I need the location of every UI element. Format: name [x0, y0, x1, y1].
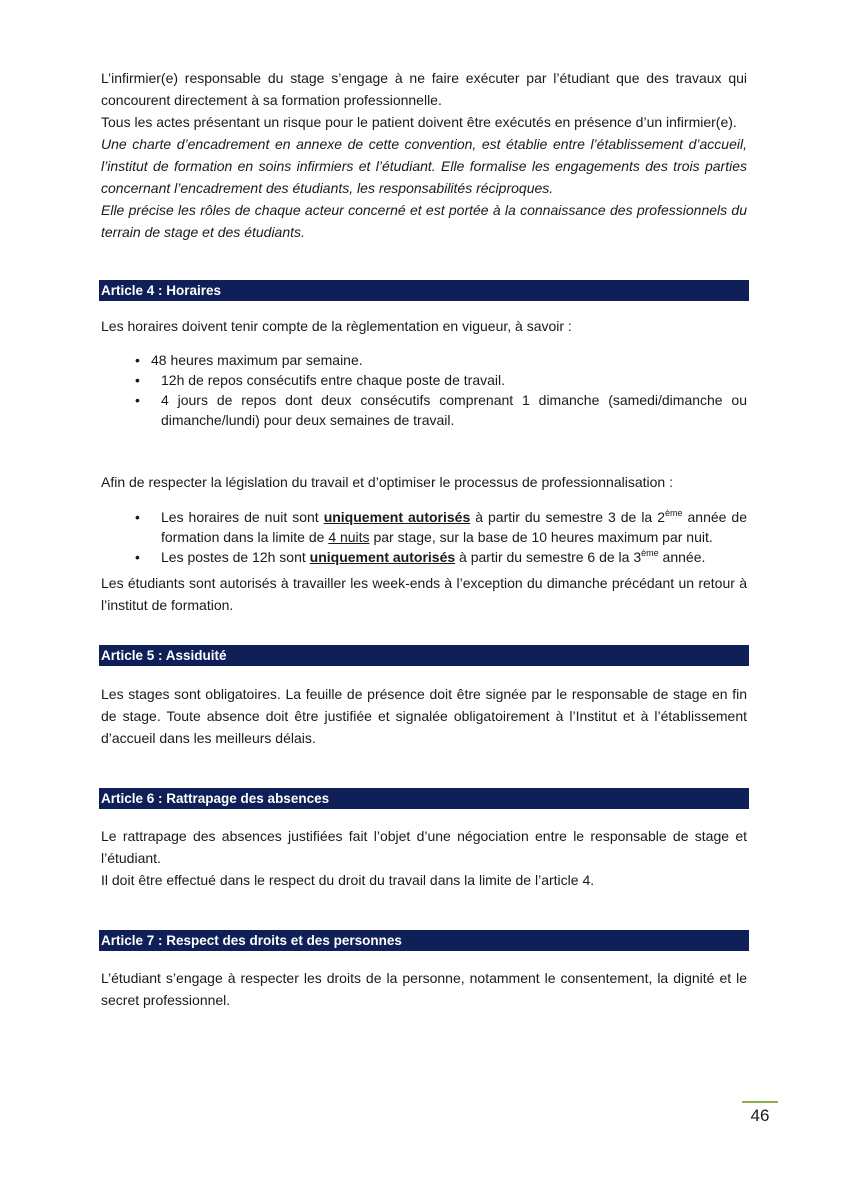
intro-paragraph-4: Elle précise les rôles de chaque acteur concerné et est portée à la connaissance des professionnels du terrain de stage et des étudiants. [101, 202, 747, 240]
intro-paragraph-3: Une charte d’encadrement en annexe de cette convention, est établie entre l’établissement d’accueil, l’institut de formation en soins infirmiers et l’étudiant. Elle formalise les engagements des trois parties concernant l’encadrement des étudiants, les responsabilités réciproques. [101, 136, 747, 196]
article-4-lead-2: Afin de respecter la législation du travail et d’optimiser le processus de professionnalisation : [101, 474, 673, 490]
bullet-item: 12h de repos consécutifs entre chaque poste de travail. [161, 372, 505, 388]
intro-paragraph-2: Tous les actes présentant un risque pour le patient doivent être exécutés en présence d’un infirmier(e). [101, 114, 737, 130]
article-6-text-2: Il doit être effectué dans le respect du droit du travail dans la limite de l’article 4. [101, 872, 595, 888]
page-number: 46 [750, 1106, 770, 1125]
night-shift-rule: Les horaires de nuit sont uniquement autorisés à partir du semestre 3 de la 2ème année de formation dans la limite de 4 nuits par stage, sur la base de 10 heures maximum par nuit. [161, 508, 747, 545]
article-4-heading: Article 4 : Horaires [99, 280, 749, 301]
article-5-text: Les stages sont obligatoires. La feuille de présence doit être signée par le responsable de stage en fin de stage. Toute absence doit être justifiée et signalée obligatoirement à l’Institut et à l’établissement d’accueil dans les meilleurs délais. [101, 686, 747, 746]
article-4-lead: Les horaires doivent tenir compte de la règlementation en vigueur, à savoir : [101, 318, 572, 334]
article-4-weekend: Les étudiants sont autorisés à travailler les week-ends à l’exception du dimanche précédant un retour à l’institut de formation. [101, 575, 747, 613]
page-number-rule [742, 1101, 778, 1103]
bullet-marker: • [135, 509, 140, 525]
intro-paragraph-1: L’infirmier(e) responsable du stage s’engage à ne faire exécuter par l’étudiant que des travaux qui concourent directement à sa formation professionnelle. [101, 70, 747, 108]
emphasis-authorized: uniquement autorisés [323, 509, 471, 525]
bullet-marker: • [135, 549, 140, 565]
article-7-text: L’étudiant s’engage à respecter les droits de la personne, notamment le consentement, la dignité et le secret professionnel. [101, 970, 747, 1008]
bullet-item: 48 heures maximum par semaine. [151, 352, 363, 368]
article-7-heading: Article 7 : Respect des droits et des personnes [99, 930, 749, 951]
emphasis-authorized: uniquement autorisés [309, 549, 456, 565]
article-5-heading: Article 5 : Assiduité [99, 645, 749, 666]
article-4-bullet-list [0, 350, 848, 430]
bullet-marker: • [135, 372, 140, 388]
bullet-item: 4 jours de repos dont deux consécutifs comprenant 1 dimanche (samedi/dimanche ou dimanche/lundi) pour deux semaines de travail. [161, 392, 747, 428]
twelve-hour-rule: Les postes de 12h sont uniquement autorisés à partir du semestre 6 de la 3ème année. [161, 548, 706, 565]
bullet-marker: • [135, 352, 140, 368]
article-4-rules-list [0, 507, 848, 567]
article-6-text-1: Le rattrapage des absences justifiées fait l’objet d’une négociation entre le responsable de stage et l’étudiant. [101, 828, 747, 866]
emphasis-4-nights: 4 nuits [328, 529, 370, 545]
article-6-heading: Article 6 : Rattrapage des absences [99, 788, 749, 809]
bullet-marker: • [135, 392, 140, 408]
